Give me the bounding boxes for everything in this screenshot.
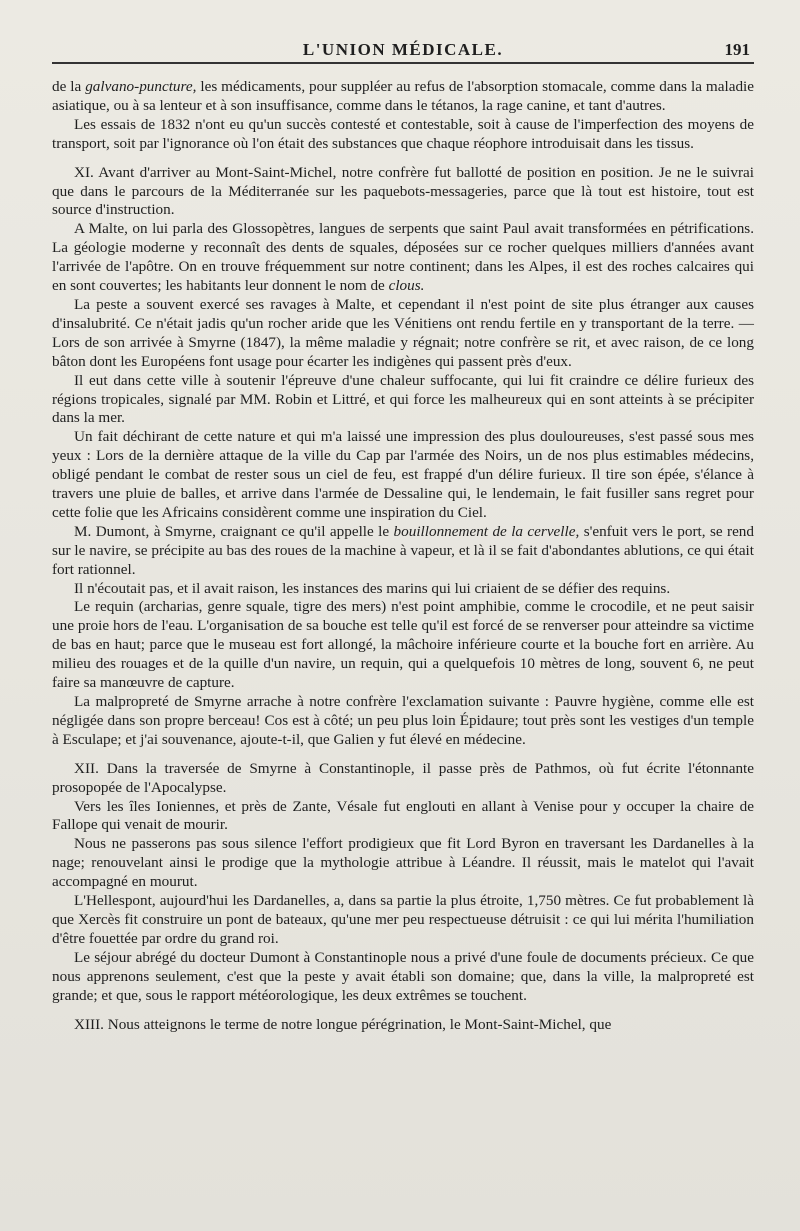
paragraph-chaleur: Il eut dans cette ville à soutenir l'épreuve d'une chaleur suffocante, qui lui fit craindre ce délire furieux des régions tropicales, signalé par MM. Robin et Littré, et qui force les malheureux qui en sont atteints à se précipiter dans la mer. <box>52 371 754 427</box>
article-body <box>52 78 754 1034</box>
paragraph-2: Les essais de 1832 n'ont eu qu'un succès contesté et contestable, soit à cause de l'imperfection des moyens de transport, soit par l'ignorance où l'on était des substances que chaque réophore introduisait dans les tissus. <box>52 115 754 152</box>
paragraph-constantinople: Le séjour abrégé du docteur Dumont à Constantinople nous a privé d'une foule de documents précieux. Ce que nous apprenons seulement, c'est que la peste y avait établi son domaine; que, dans la ville, la malpropreté est grande; et que, sous le rapport météorologique, les deux extrêmes se touchent. <box>52 948 754 1004</box>
paragraph-peste: La peste a souvent exercé ses ravages à Malte, et cependant il n'est point de site plus étranger aux causes d'insalubrité. Ce n'était jadis qu'un rocher aride que les Vénitiens ont rendu fertile en y transportant de la terre. — Lors de son arrivée à Smyrne (1847), la même maladie y régnait; notre confrère se rit, et avec raison, de ce long bâton dont les Européens font usage pour écarter les indigènes qui passent près d'eux. <box>52 295 754 370</box>
paragraph-requins: Il n'écoutait pas, et il avait raison, les instances des marins qui lui criaient de se défier des requins. <box>74 579 671 597</box>
section-xiii-intro: XIII. Nous atteignons le terme de notre longue pérégrination, le Mont-Saint-Michel, que <box>74 1015 612 1033</box>
paragraph-requin: Le requin (archarias, genre squale, tigre des mers) n'est point amphibie, comme le crocodile, et ne peut saisir une proie hors de l'eau. L'organisation de sa bouche est telle qu'il est forcé de se renverser pour atteindre sa victime de bas en haut; parce que le museau est fort allongé, la mâchoire inférieure courte et la bouche fort en arrière. Au milieu des rouages et de la quille d'un navire, un requin, qui a quelquefois 10 mètres de long, souvent 6, ne peut faire sa manœuvre de capture. <box>52 598 754 692</box>
running-head <box>52 28 754 64</box>
paragraph-1: de la galvano-puncture, les médicaments, pour suppléer au refus de l'absorption stomacale, comme dans la maladie asiatique, ou à sa lenteur et à son insuffisance, comme dans le tétanos, la rage canine, et tant d'autres. <box>52 78 755 114</box>
paragraph-hygiene: La malpropreté de Smyrne arrache à notre confrère l'exclamation suivante : Pauvre hygiène, comme elle est négligée dans son propre berceau! Cos est à côté; un peu plus loin Épidaure; tout près sont les vestiges d'un temple à Esculape; et j'ai souvenance, ajoute-t-il, que Galien y fut élevé en médecine. <box>52 693 754 748</box>
journal-title: L'UNION MÉDICALE. <box>302 40 504 59</box>
page-number: 191 <box>724 40 750 59</box>
section-xi-intro: XI. Avant d'arriver au Mont-Saint-Michel, notre confrère fut ballotté de position en position. Je ne le suivrai que dans le parcours de la Méditerranée sur les paquebots-messageries, parce que là tout est histoire, tout est source d'instruction. <box>52 163 754 219</box>
paragraph-malte: A Malte, on lui parla des Glossopètres, langues de serpents que saint Paul avait transformées en pétrifications. La géologie moderne y reconnaît des dents de squales, déposées sur ce rocher quelques milliers d'années avant l'arrivée de l'apôtre. On en trouve fréquemment sur notre continent; dans les Alpes, il est des roches calcaires qui en sont couvertes; les habitants leur donnent le nom de clous. <box>52 220 754 295</box>
section-xii-intro: XII. Dans la traversée de Smyrne à Constantinople, il passe près de Pathmos, où fut écrite l'étonnante prosopopée de l'Apocalypse. <box>52 759 754 796</box>
paragraph-byron: Nous ne passerons pas sous silence l'effort prodigieux que fit Lord Byron en traversant les Dardanelles à la nage; renouvelant ainsi le prodige que la mythologie attribue à Léandre. Il réussit, mais le matelot qui l'avait accompagné en mourut. <box>52 835 754 891</box>
paragraph-cap: Un fait déchirant de cette nature et qui m'a laissé une impression des plus douloureuses, s'est passé sous mes yeux : Lors de la dernière attaque de la ville du Cap par l'armée des Noirs, un de nos plus estimables médecins, obligé pendant le combat de rester sous un ciel de feu, est frappé d'un délire furieux. Il tire son épée, s'élance à travers une pluie de balles, et arrive dans l'armée de Dessaline qui, le lendemain, le fait fusiller sans regret pour cette folie que les Africains considèrent comme une inspiration du Ciel. <box>52 428 754 521</box>
paragraph-vesale: Vers les îles Ioniennes, et près de Zante, Vésale fut englouti en allant à Venise pour y occuper la chaire de Fallope qui venait de mourir. <box>52 797 754 834</box>
paragraph-hellespont: L'Hellespont, aujourd'hui les Dardanelles, a, dans sa partie la plus étroite, 1,750 mètres. Ce fut probablement là que Xercès fit construire un pont de bateaux, qu'une mer peu respectueuse détruisit : ce qui lui mérita l'humiliation d'être fouettée par ordre du grand roi. <box>52 892 754 947</box>
paragraph-dumont: M. Dumont, à Smyrne, craignant ce qu'il appelle le bouillonnement de la cervelle, s'enfuit vers le port, se rend sur le navire, se précipite au bas des roues de la machine à vapeur, et là il se fait d'abondantes ablutions, ce qui était fort rationnel. <box>52 522 754 578</box>
